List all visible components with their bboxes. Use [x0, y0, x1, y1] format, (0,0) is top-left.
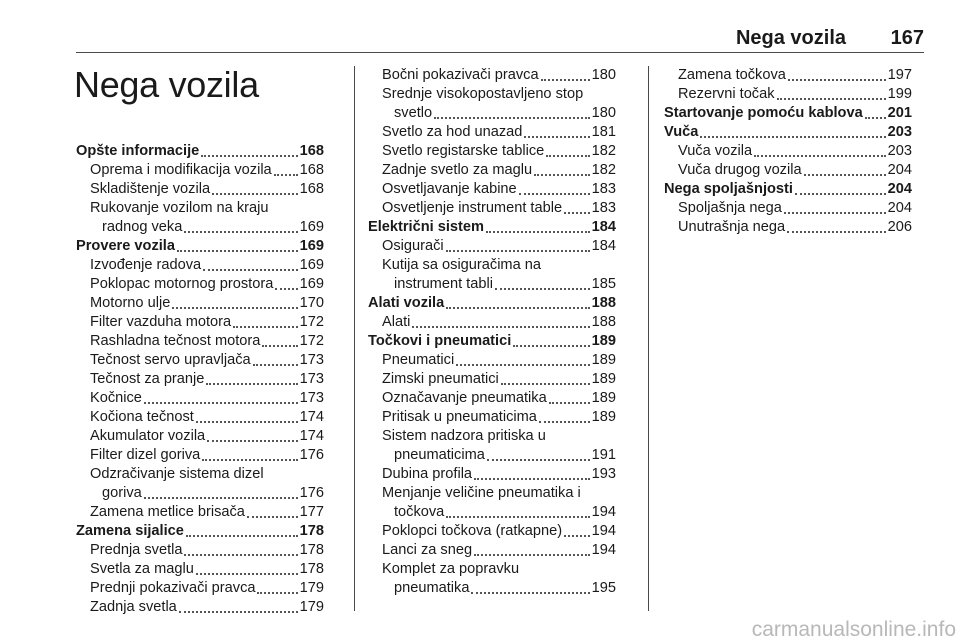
dot-leader	[474, 478, 590, 480]
toc-entry-title: Kočnice	[90, 390, 142, 406]
dot-leader	[207, 440, 297, 442]
toc-entry-page: 184	[591, 238, 616, 254]
column-divider	[648, 66, 649, 611]
dot-leader	[446, 516, 589, 518]
toc-entry-page: 194	[591, 542, 616, 558]
dot-leader	[172, 307, 297, 309]
toc-section-entry[interactable]	[76, 237, 324, 256]
toc-entry-title: Zadnja svetla	[90, 599, 177, 615]
toc-entry-title: Srednje visokopostavljeno stop	[382, 86, 584, 102]
dot-leader	[446, 250, 590, 252]
toc-entry-page: 178	[299, 561, 324, 577]
toc-entry-page: 168	[299, 143, 324, 159]
dot-leader	[486, 231, 590, 233]
toc-entry-page: 169	[299, 257, 324, 273]
toc-entry-title: Opšte informacije	[76, 143, 200, 159]
toc-entry-page: 194	[591, 523, 616, 539]
toc-entry-title-cont: svetlo	[394, 105, 433, 121]
toc-entry-page: 180	[591, 67, 616, 83]
dot-leader	[233, 326, 298, 328]
toc-entry[interactable]	[368, 351, 616, 370]
toc-entry[interactable]	[664, 218, 912, 237]
toc-entry-page: 189	[591, 390, 616, 406]
dot-leader	[434, 117, 590, 119]
dot-leader	[549, 402, 590, 404]
toc-section-entry[interactable]	[76, 522, 324, 541]
dot-leader	[247, 516, 298, 518]
toc-entry-page: 188	[591, 314, 616, 330]
toc-entry-title: Sistem nadzora pritiska u	[382, 428, 546, 444]
toc-entry-page: 169	[299, 238, 324, 254]
toc-entry-page: 188	[591, 295, 616, 311]
toc-entry-title: Poklopci točkova (ratkapne)	[382, 523, 563, 539]
toc-entry-page: 183	[591, 181, 616, 197]
toc-entry-page: 179	[299, 599, 324, 615]
watermark: carmanualsonline.info	[751, 618, 956, 641]
toc-entry[interactable]	[76, 161, 324, 180]
toc-entry-page: 173	[299, 371, 324, 387]
toc-entry-page: 169	[299, 219, 324, 235]
toc-entry-title: Dubina profila	[382, 466, 473, 482]
dot-leader	[546, 155, 589, 157]
toc-entry-title: Pneumatici	[382, 352, 455, 368]
toc-entry-page: 170	[299, 295, 324, 311]
toc-entry-title: Električni sistem	[368, 219, 484, 235]
header-rule	[76, 52, 924, 53]
toc-entry-title-cont: instrument tabli	[394, 276, 493, 292]
toc-entry-page: 180	[591, 105, 616, 121]
toc-entry-title: Lanci za sneg	[382, 542, 473, 558]
toc-entry-page: 191	[591, 447, 616, 463]
dot-leader	[275, 288, 297, 290]
toc-entry-page: 178	[299, 523, 324, 539]
dot-leader	[513, 345, 589, 347]
toc-entry-title: Odzračivanje sistema dizel	[90, 466, 264, 482]
dot-leader	[202, 459, 297, 461]
toc-entry-page: 177	[299, 504, 324, 520]
toc-entry-title-cont: pneumaticima	[394, 447, 485, 463]
toc-entry[interactable]	[76, 541, 324, 560]
dot-leader	[495, 288, 590, 290]
toc-entry[interactable]	[76, 560, 324, 579]
toc-entry-page: 193	[591, 466, 616, 482]
dot-leader	[524, 136, 589, 138]
toc-entry-title: Vuča drugog vozila	[678, 162, 802, 178]
toc-entry-page: 176	[299, 485, 324, 501]
toc-entry[interactable]	[76, 598, 324, 617]
toc-entry[interactable]	[76, 579, 324, 598]
dot-leader	[446, 307, 589, 309]
toc-entry-page: 195	[591, 580, 616, 596]
dot-leader	[184, 231, 297, 233]
toc-column-3	[664, 66, 912, 237]
toc-entry-page: 173	[299, 390, 324, 406]
toc-entry-title-cont: radnog veka	[102, 219, 183, 235]
toc-section-entry[interactable]	[76, 142, 324, 161]
dot-leader	[865, 117, 886, 119]
toc-entry-title: Rashladna tečnost motora	[90, 333, 261, 349]
dot-leader	[196, 421, 298, 423]
toc-entry-page: 183	[591, 200, 616, 216]
toc-entry-page: 182	[591, 143, 616, 159]
toc-entry-title: Svetlo za hod unazad	[382, 124, 523, 140]
toc-entry-title: Svetla za maglu	[90, 561, 194, 577]
toc-entry-title: Prednji pokazivači pravca	[90, 580, 256, 596]
toc-section-entry[interactable]	[368, 218, 616, 237]
toc-entry-title: Nega spoljašnjosti	[664, 181, 793, 197]
toc-entry[interactable]	[76, 446, 324, 465]
toc-entry-title: Zadnje svetlo za maglu	[382, 162, 533, 178]
toc-entry-page: 189	[591, 409, 616, 425]
toc-entry-page: 168	[299, 181, 324, 197]
toc-entry-page: 182	[591, 162, 616, 178]
dot-leader	[257, 592, 297, 594]
dot-leader	[274, 174, 298, 176]
toc-entry[interactable]	[368, 123, 616, 142]
toc-entry-title: Osigurači	[382, 238, 444, 254]
toc-entry-title: Motorno ulje	[90, 295, 171, 311]
dot-leader	[186, 535, 298, 537]
toc-entry-page: 204	[887, 162, 912, 178]
toc-entry[interactable]	[368, 389, 616, 408]
dot-leader	[788, 79, 886, 81]
toc-entry[interactable]	[76, 180, 324, 199]
toc-entry-page: 174	[299, 409, 324, 425]
toc-entry[interactable]	[76, 408, 324, 427]
toc-entry-title: Komplet za popravku	[382, 561, 520, 577]
toc-entry-title: Zamena metlice brisača	[90, 504, 245, 520]
dot-leader	[787, 231, 886, 233]
toc-entry[interactable]	[368, 560, 616, 598]
toc-column-1	[76, 142, 324, 617]
toc-entry[interactable]	[368, 161, 616, 180]
toc-entry-title: Zamena točkova	[678, 67, 786, 83]
toc-entry-page: 185	[591, 276, 616, 292]
toc-entry[interactable]	[368, 522, 616, 541]
dot-leader	[144, 497, 298, 499]
toc-entry[interactable]	[368, 313, 616, 332]
dot-leader	[471, 592, 589, 594]
toc-entry-title: Menjanje veličine pneumatika i	[382, 485, 581, 501]
toc-entry[interactable]	[368, 465, 616, 484]
toc-entry-title: Filter dizel goriva	[90, 447, 201, 463]
dot-leader	[474, 554, 590, 556]
dot-leader	[700, 136, 885, 138]
toc-entry[interactable]	[368, 66, 616, 85]
toc-entry-title: Pritisak u pneumaticima	[382, 409, 537, 425]
toc-entry[interactable]	[76, 503, 324, 522]
toc-entry[interactable]	[368, 199, 616, 218]
toc-entry-title: Alati	[382, 314, 411, 330]
dot-leader	[541, 79, 590, 81]
toc-entry[interactable]	[664, 161, 912, 180]
dot-leader	[754, 155, 886, 157]
toc-section-entry[interactable]	[664, 123, 912, 142]
toc-entry-title: Kutija sa osiguračima na	[382, 257, 541, 273]
toc-entry[interactable]	[76, 256, 324, 275]
toc-entry-page: 203	[887, 124, 912, 140]
toc-entry-title: Bočni pokazivači pravca	[382, 67, 539, 83]
toc-entry-title: Startovanje pomoću kablova	[664, 105, 863, 121]
toc-entry-title: Označavanje pneumatika	[382, 390, 547, 406]
toc-entry-page: 197	[887, 67, 912, 83]
toc-entry-page: 178	[299, 542, 324, 558]
toc-entry-page: 176	[299, 447, 324, 463]
toc-entry-title-cont: pneumatika	[394, 580, 470, 596]
toc-entry[interactable]	[76, 313, 324, 332]
toc-entry[interactable]	[76, 332, 324, 351]
toc-entry-page: 206	[887, 219, 912, 235]
toc-entry-title: Prednja svetla	[90, 542, 183, 558]
dot-leader	[206, 383, 297, 385]
toc-entry-title: Zamena sijalice	[76, 523, 184, 539]
toc-entry[interactable]	[664, 199, 912, 218]
dot-leader	[501, 383, 590, 385]
page-number: 167	[890, 27, 924, 49]
toc-entry[interactable]	[368, 427, 616, 465]
chapter-title: Nega vozila	[74, 64, 259, 105]
toc-entry-title: Vuča vozila	[678, 143, 753, 159]
dot-leader	[262, 345, 297, 347]
toc-entry-title: Filter vazduha motora	[90, 314, 232, 330]
dot-leader	[487, 459, 590, 461]
toc-entry-title: Rukovanje vozilom na kraju	[90, 200, 269, 216]
running-title: Nega vozila	[735, 27, 846, 49]
dot-leader	[203, 269, 297, 271]
toc-entry-page: 189	[591, 352, 616, 368]
toc-entry-title: Akumulator vozila	[90, 428, 206, 444]
toc-entry[interactable]	[368, 237, 616, 256]
toc-entry[interactable]	[368, 370, 616, 389]
toc-entry-title: Unutrašnja nega	[678, 219, 786, 235]
toc-entry-page: 172	[299, 333, 324, 349]
toc-entry[interactable]	[664, 142, 912, 161]
dot-leader	[201, 155, 297, 157]
toc-entry-title: Poklopac motornog prostora	[90, 276, 274, 292]
toc-entry-page: 174	[299, 428, 324, 444]
toc-section-entry[interactable]	[664, 180, 912, 199]
toc-entry-title: Kočiona tečnost	[90, 409, 194, 425]
toc-entry-page: 189	[591, 333, 616, 349]
toc-section-entry[interactable]	[368, 332, 616, 351]
toc-entry-title: Izvođenje radova	[90, 257, 202, 273]
dot-leader	[177, 250, 298, 252]
dot-leader	[804, 174, 886, 176]
toc-entry-page: 184	[591, 219, 616, 235]
toc-entry-title-cont: točkova	[394, 504, 445, 520]
toc-entry-title: Skladištenje vozila	[90, 181, 211, 197]
dot-leader	[412, 326, 589, 328]
toc-entry-page: 199	[887, 86, 912, 102]
dot-leader	[144, 402, 298, 404]
toc-entry[interactable]	[664, 85, 912, 104]
toc-entry[interactable]	[368, 180, 616, 199]
toc-entry-title: Vuča	[664, 124, 699, 140]
toc-entry[interactable]	[76, 294, 324, 313]
toc-entry[interactable]	[368, 256, 616, 294]
toc-entry-page: 179	[299, 580, 324, 596]
toc-entry-page: 203	[887, 143, 912, 159]
toc-entry-page: 201	[887, 105, 912, 121]
dot-leader	[564, 212, 590, 214]
dot-leader	[564, 535, 590, 537]
toc-entry[interactable]	[368, 85, 616, 123]
toc-entry-title: Osvetljenje instrument table	[382, 200, 563, 216]
dot-leader	[519, 193, 590, 195]
toc-entry-page: 189	[591, 371, 616, 387]
dot-leader	[184, 554, 297, 556]
dot-leader	[534, 174, 590, 176]
toc-entry-page: 169	[299, 276, 324, 292]
toc-entry[interactable]	[664, 66, 912, 85]
toc-entry-title: Alati vozila	[368, 295, 445, 311]
toc-entry[interactable]	[76, 427, 324, 446]
dot-leader	[777, 98, 886, 100]
toc-section-entry[interactable]	[664, 104, 912, 123]
toc-entry-title: Tečnost za pranje	[90, 371, 205, 387]
toc-entry-title: Svetlo registarske tablice	[382, 143, 545, 159]
toc-entry-page: 204	[887, 181, 912, 197]
toc-entry[interactable]	[76, 389, 324, 408]
dot-leader	[456, 364, 589, 366]
toc-entry[interactable]	[76, 199, 324, 237]
dot-leader	[253, 364, 298, 366]
dot-leader	[196, 573, 298, 575]
dot-leader	[179, 611, 298, 613]
dot-leader	[795, 193, 886, 195]
toc-entry-page: 181	[591, 124, 616, 140]
toc-entry[interactable]	[76, 465, 324, 503]
toc-entry-page: 173	[299, 352, 324, 368]
toc-entry[interactable]	[76, 370, 324, 389]
toc-entry[interactable]	[76, 351, 324, 370]
toc-entry-title-cont: goriva	[102, 485, 142, 501]
toc-entry[interactable]	[368, 408, 616, 427]
toc-entry[interactable]	[76, 275, 324, 294]
toc-entry[interactable]	[368, 541, 616, 560]
toc-entry-title: Provere vozila	[76, 238, 175, 254]
toc-entry-title: Spoljašnja nega	[678, 200, 782, 216]
dot-leader	[784, 212, 886, 214]
toc-entry-title: Tečnost servo upravljača	[90, 352, 251, 368]
toc-entry-page: 194	[591, 504, 616, 520]
toc-entry-page: 168	[299, 162, 324, 178]
toc-entry-title: Zimski pneumatici	[382, 371, 499, 387]
toc-section-entry[interactable]	[368, 294, 616, 313]
toc-entry[interactable]	[368, 484, 616, 522]
dot-leader	[212, 193, 298, 195]
toc-entry-title: Rezervni točak	[678, 86, 775, 102]
column-divider	[354, 66, 355, 611]
toc-entry[interactable]	[368, 142, 616, 161]
toc-entry-title: Točkovi i pneumatici	[368, 333, 512, 349]
toc-entry-page: 204	[887, 200, 912, 216]
dot-leader	[539, 421, 590, 423]
toc-column-2	[368, 66, 616, 598]
toc-entry-page: 172	[299, 314, 324, 330]
toc-entry-title: Osvetljavanje kabine	[382, 181, 517, 197]
toc-entry-title: Oprema i modifikacija vozila	[90, 162, 272, 178]
